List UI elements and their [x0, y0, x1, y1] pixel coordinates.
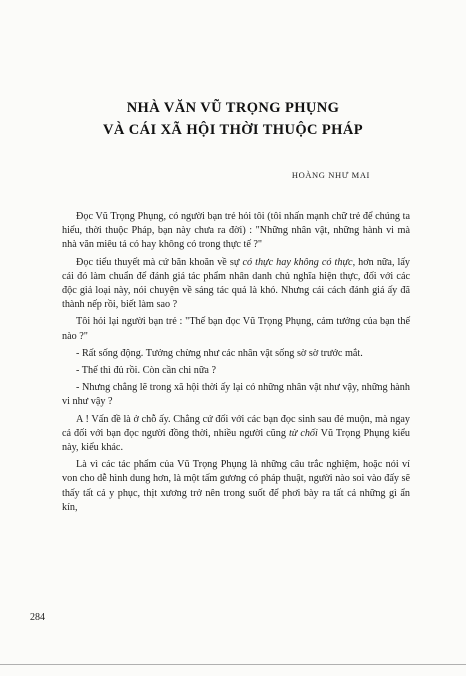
paragraph-text: A ! Vấn đề là ở chỗ ấy. Chẳng cứ đối với các bạn đọc sinh sau đẻ muộn, mà ngay cả đối với bạn đọc người đồng thời, nhiều người cũng — [62, 413, 410, 439]
paragraph-emphasis: có thực hay không có thực — [242, 256, 353, 268]
paragraph-text: Tôi hỏi lại người bạn trẻ : "Thế bạn đọc Vũ Trọng Phụng, cảm tưởng của bạn thế nào ?" — [62, 316, 410, 342]
paragraph-text: - Rất sống động. Tưởng chừng như các nhân vật sống sờ sờ trước mắt. — [76, 347, 363, 359]
paragraph-emphasis: từ chối — [288, 427, 318, 439]
paragraph-text: Vũ Trọng Phụng kiểu này, kiểu khác. — [62, 427, 411, 454]
paragraph-5 — [62, 364, 410, 378]
page-number: 284 — [30, 612, 45, 623]
paragraph-7 — [62, 413, 410, 456]
paragraph-text: - Thế thì đủ rồi. Còn cần chi nữa ? — [76, 365, 216, 377]
paragraph-text: , hơn nữa, lấy cái đó làm chuẩn để đánh giá tác phẩm nhân danh chủ nghĩa hiện thực, đối với các độc giả loại này, nói chuyện về sáng tác quả là khó. Nhưng cái cách đánh giá ấy đã thành nếp rồi, biết làm sao ? — [62, 256, 411, 311]
chapter-title-line-1: NHÀ VĂN VŨ TRỌNG PHỤNG — [126, 100, 340, 116]
paragraph-text: Là vì các tác phẩm của Vũ Trọng Phụng là những câu trắc nghiệm, hoặc nói ví von cho dễ hình dung hơn, là một tấm gương có pháp thuật, người nào soi vào đấy sẽ thấy tất cả y phục, thịt xương trở nên trong suốt để phơi bày ra tất cả những gì ẩn kín, — [62, 459, 410, 513]
paragraph-text: - Nhưng chẳng lẽ trong xã hội thời ấy lại có những nhân vật như vậy, những hành vi như vậy ? — [62, 382, 410, 408]
paragraph-6 — [62, 381, 410, 409]
paragraph-text: Đọc Vũ Trọng Phụng, có người bạn trẻ hỏi tôi (tôi nhấn mạnh chữ trẻ để chúng ta hiểu, thời thuộc Pháp, bạn này chưa ra đời) : "Những nhân vật, những hành vi mà nhà văn miêu tả có hay không có trong thực tế ?" — [62, 211, 410, 251]
paragraph-1 — [62, 210, 410, 253]
paragraph-text: Đọc tiểu thuyết mà cứ băn khoăn về sự — [76, 256, 243, 268]
body-text — [62, 210, 410, 518]
paragraph-2 — [62, 256, 410, 313]
paragraph-4 — [62, 347, 410, 361]
paragraph-8 — [62, 458, 410, 515]
paragraph-3 — [62, 315, 410, 343]
chapter-title-line-2: VÀ CÁI XÃ HỘI THỜI THUỘC PHÁP — [102, 122, 363, 138]
bottom-scan-line — [0, 664, 466, 665]
author-name: HOÀNG NHƯ MAI — [291, 170, 370, 180]
